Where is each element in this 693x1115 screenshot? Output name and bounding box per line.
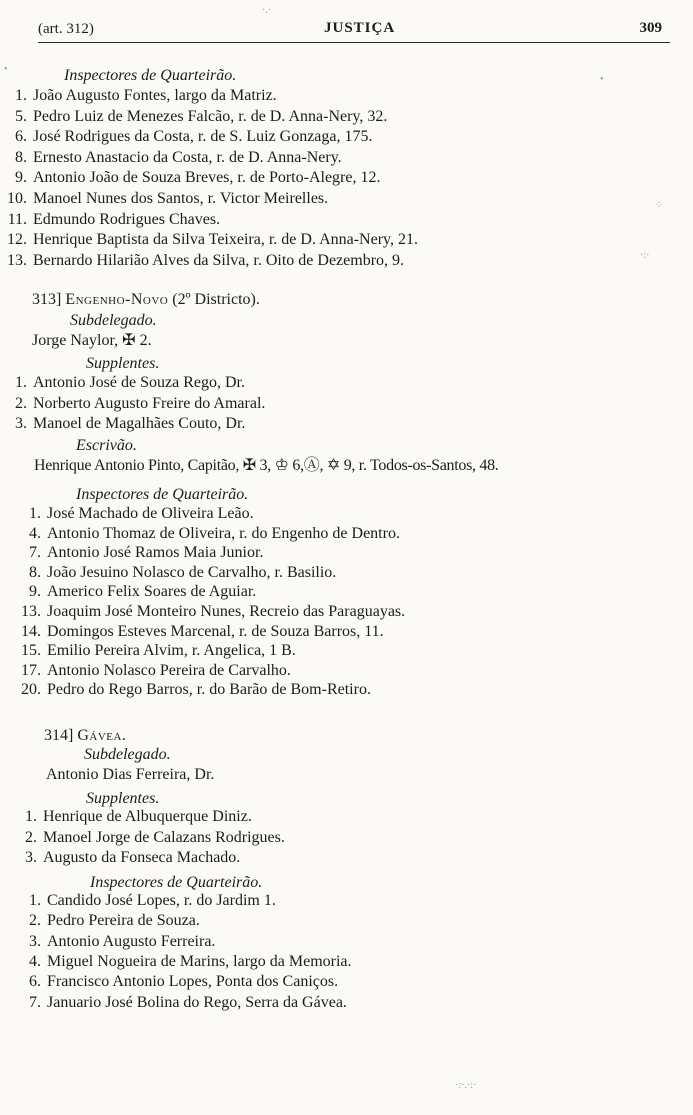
- entry-number: 10.: [7, 190, 27, 207]
- inspector-entry: [14, 661, 291, 681]
- section-312-inspectors-heading: Inspectores de Quarteirão.: [64, 67, 237, 84]
- entry-text: José Machado de Oliveira Leão.: [47, 505, 254, 522]
- entry-text: Pedro do Rego Barros, r. do Barão de Bom-Retiro.: [47, 681, 371, 699]
- entry-number: 20.: [21, 681, 41, 699]
- entry-number: 9.: [29, 583, 41, 601]
- inspector-entry: [14, 911, 200, 931]
- supplente-entry: [10, 828, 285, 848]
- entry-number: 9.: [15, 169, 27, 187]
- entry-text: Domingos Esteves Marcenal, r. de Souza Barros, 11.: [47, 622, 384, 640]
- inspector-entry: [0, 148, 342, 168]
- entry-text: Francisco Antonio Lopes, Ponta dos Caniços.: [47, 973, 339, 991]
- section-313-district: (2º Districto).: [172, 291, 260, 308]
- entry-text: Emilio Pereira Alvim, r. Angelica, 1 B.: [47, 642, 296, 660]
- entry-text: Antonio José Ramos Maia Junior.: [47, 544, 264, 562]
- scan-speck: ·.·: [262, 5, 272, 16]
- entry-text: Bernardo Hilarião Alves da Silva, r. Oito de Dezembro, 9.: [33, 251, 405, 269]
- inspector-entry: [0, 189, 328, 209]
- entry-text: João Jesuino Nolasco de Carvalho, r. Basilio.: [47, 563, 337, 581]
- inspector-entry: [14, 891, 276, 911]
- entry-number: 1.: [15, 374, 27, 391]
- section-314-supplentes-heading: Supplentes.: [86, 790, 160, 807]
- entry-text: Miguel Nogueira de Marins, largo da Memoria.: [47, 952, 352, 970]
- supplente-entry: [0, 394, 265, 414]
- entry-text: Manoel de Magalhães Couto, Dr.: [33, 415, 246, 432]
- inspector-entry: [14, 972, 338, 992]
- inspector-entry: [14, 504, 254, 524]
- entry-number: 13.: [21, 603, 41, 620]
- entry-text: Antonio João de Souza Breves, r. de Porto-Alegre, 12.: [33, 169, 381, 187]
- entry-number: 15.: [21, 642, 41, 660]
- entry-number: 7.: [29, 993, 41, 1011]
- entry-text: Manoel Nunes dos Santos, r. Victor Meirelles.: [33, 190, 329, 207]
- section-313-supplentes-heading: Supplentes.: [86, 355, 160, 372]
- inspector-entry: [14, 952, 352, 972]
- entry-text: Americo Felix Soares de Aguiar.: [47, 583, 257, 601]
- inspector-entry: [14, 680, 371, 700]
- entry-number: 1.: [15, 87, 27, 104]
- inspector-entry: [14, 602, 405, 622]
- section-313-escrivao-heading: Escrivão.: [76, 437, 137, 454]
- entry-text: Norberto Augusto Freire do Amaral.: [33, 394, 266, 412]
- inspector-entry: [14, 932, 215, 952]
- entry-number: 3.: [29, 932, 41, 950]
- supplente-entry: [0, 373, 245, 393]
- entry-number: 2.: [29, 912, 41, 930]
- scan-speck: ·:·: [640, 250, 650, 261]
- page-number: 309: [639, 20, 662, 36]
- entry-number: 5.: [15, 107, 27, 125]
- entry-number: 7.: [29, 544, 41, 562]
- entry-number: 1.: [29, 892, 41, 909]
- inspector-entry: [0, 210, 220, 230]
- entry-number: 6.: [29, 973, 41, 991]
- inspector-entry: [14, 524, 400, 544]
- page-header: [38, 20, 670, 43]
- entry-text: Henrique Baptista da Silva Teixeira, r. de D. Anna-Nery, 21.: [33, 231, 418, 249]
- scan-speck: ·:·.·:·: [455, 1080, 477, 1091]
- entry-number: 14.: [21, 622, 41, 640]
- page-title: JUSTIÇA: [324, 20, 396, 36]
- section-313-inspectors-heading: Inspectores de Quarteirão.: [76, 486, 249, 503]
- entry-text: Antonio Augusto Ferreira.: [47, 932, 216, 950]
- section-314-inspectors-heading: Inspectores de Quarteirão.: [90, 874, 263, 891]
- section-313-subdelegado-heading: Subdelegado.: [70, 312, 157, 329]
- entry-text: Antonio José de Souza Rego, Dr.: [33, 374, 245, 391]
- entry-number: 2.: [25, 828, 37, 846]
- entry-text: Pedro Pereira de Souza.: [47, 912, 200, 930]
- section-314-heading: [44, 726, 126, 746]
- entry-text: Ernesto Anastacio da Costa, r. de D. Anna-Nery.: [33, 148, 342, 166]
- inspector-entry: [0, 251, 404, 271]
- entry-text: Pedro Luiz de Menezes Falcão, r. de D. Anna-Nery, 32.: [33, 107, 388, 125]
- entry-number: 13.: [7, 251, 27, 269]
- inspector-entry: [0, 168, 380, 188]
- section-314-name: Gávea.: [77, 727, 127, 744]
- entry-number: 1.: [29, 505, 41, 522]
- scan-speck: ⁘: [655, 200, 664, 211]
- entry-text: Antonio Nolasco Pereira de Carvalho.: [47, 661, 291, 679]
- entry-text: Joaquim José Monteiro Nunes, Recreio das Paraguayas.: [47, 603, 406, 620]
- entry-text: Edmundo Rodrigues Chaves.: [33, 210, 221, 228]
- entry-number: 17.: [21, 661, 41, 679]
- inspector-entry: [14, 563, 336, 583]
- inspector-entry: [0, 127, 373, 147]
- section-313-heading: [32, 290, 260, 310]
- entry-number: 12.: [7, 231, 27, 249]
- supplente-entry: [10, 848, 240, 868]
- section-314-subdelegado-heading: Subdelegado.: [84, 746, 171, 763]
- entry-number: 4.: [29, 524, 41, 542]
- section-313-name: Engenho-Novo: [65, 291, 169, 308]
- inspector-entry: [14, 641, 296, 661]
- inspector-entry: [14, 622, 384, 642]
- entry-number: 4.: [29, 952, 41, 970]
- scan-speck: •: [600, 74, 604, 85]
- inspector-entry: [14, 993, 347, 1013]
- entry-text: Henrique de Albuquerque Diniz.: [43, 808, 252, 825]
- inspector-entry: [0, 230, 418, 250]
- entry-number: 8.: [29, 563, 41, 581]
- inspector-entry: [14, 582, 256, 602]
- scan-speck: •: [4, 64, 8, 75]
- supplente-entry: [0, 414, 245, 434]
- entry-text: Antonio Thomaz de Oliveira, r. do Engenho de Dentro.: [47, 524, 400, 542]
- inspector-entry: [14, 543, 263, 563]
- entry-text: Augusto da Fonseca Machado.: [43, 849, 241, 866]
- entry-text: José Rodrigues da Costa, r. de S. Luiz Gonzaga, 175.: [33, 128, 373, 146]
- section-313-number: 313]: [32, 291, 62, 308]
- entry-number: 1.: [25, 808, 37, 825]
- entry-text: Candido José Lopes, r. do Jardim 1.: [47, 892, 276, 909]
- entry-text: João Augusto Fontes, largo da Matriz.: [33, 87, 277, 104]
- inspector-entry: [0, 86, 277, 106]
- inspector-entry: [0, 107, 387, 127]
- supplente-entry: [10, 807, 252, 827]
- entry-number: 3.: [25, 849, 37, 866]
- entry-number: 6.: [15, 128, 27, 146]
- entry-number: 8.: [15, 148, 27, 166]
- entry-number: 2.: [15, 394, 27, 412]
- section-313-subdelegado: Jorge Naylor, ✠ 2.: [32, 332, 152, 349]
- section-314-number: 314]: [44, 727, 74, 744]
- entry-text: Manoel Jorge de Calazans Rodrigues.: [43, 828, 285, 846]
- section-313-escrivao: Henrique Antonio Pinto, Capitão, ✠ 3, ♔ 6,Ⓐ, ✡ 9, r. Todos-os-Santos, 48.: [34, 457, 499, 474]
- section-314-subdelegado: Antonio Dias Ferreira, Dr.: [46, 766, 215, 783]
- entry-text: Januario José Bolina do Rego, Serra da Gávea.: [47, 993, 347, 1011]
- article-reference: (art. 312): [38, 21, 94, 37]
- entry-number: 3.: [15, 415, 27, 432]
- entry-number: 11.: [7, 210, 27, 228]
